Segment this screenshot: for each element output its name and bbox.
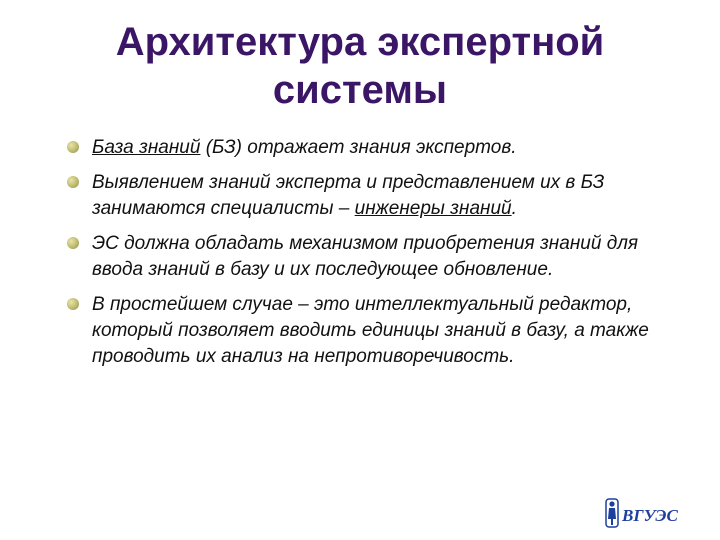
slide-title-line-1: Архитектура экспертной — [115, 20, 605, 64]
bullet-item — [66, 170, 666, 222]
bullet-dot-icon — [67, 298, 79, 310]
bullet-item — [66, 135, 666, 161]
bullet-list — [66, 135, 666, 379]
university-logo — [604, 495, 684, 531]
slide-title-line-2: системы — [272, 68, 448, 112]
bullet-text-tail: . — [511, 198, 517, 219]
bullet-text: ЭС должна обладать механизмом приобретения знаний для ввода знаний в базу и их последующее обновление. — [92, 233, 639, 280]
bullet-text: Выявлением знаний эксперта и представлением их в БЗ занимаются специалисты – — [92, 172, 605, 219]
bullet-term: инженеры знаний — [354, 198, 512, 219]
bullet-item — [66, 292, 666, 370]
bullet-text: В простейшем случае – это интеллектуальный редактор, который позволяет вводить единицы знаний в базу, а также проводить их анализ на непротиворечивость. — [92, 294, 649, 367]
bullet-item — [66, 231, 666, 283]
bullet-text: (БЗ) отражает знания экспертов. — [200, 137, 517, 158]
bullet-dot-icon — [67, 237, 79, 249]
logo-figure-icon — [606, 499, 618, 527]
bullet-dot-icon — [67, 141, 79, 153]
slide-title — [0, 18, 720, 114]
bullet-term: База знаний — [92, 137, 201, 158]
logo-text: ВГУЭС — [622, 506, 678, 525]
bullet-dot-icon — [67, 176, 79, 188]
